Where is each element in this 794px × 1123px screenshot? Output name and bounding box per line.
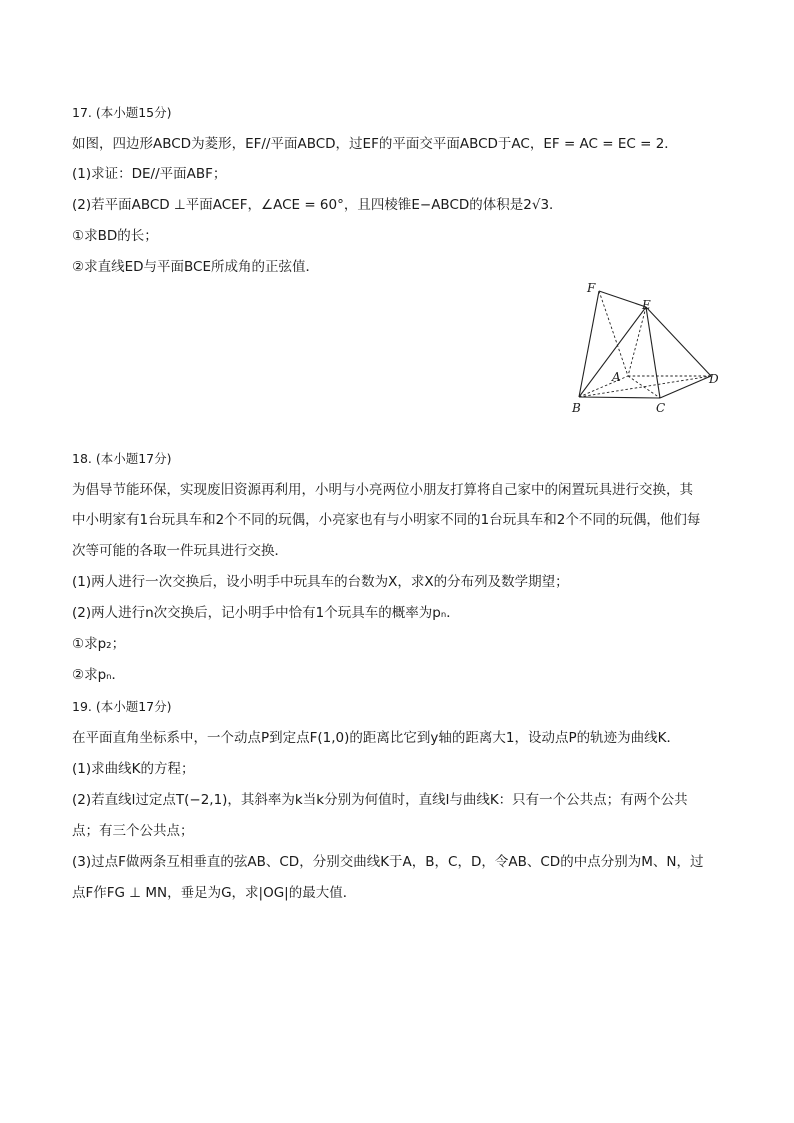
vertex-label-E: E xyxy=(642,298,651,312)
problem-18-header: 18. (本小题17分) xyxy=(72,451,172,466)
problem-19-part-1: (1)求曲线K的方程； xyxy=(72,761,195,777)
problem-17-part-2-sub-1: ①求BD的长； xyxy=(72,228,158,244)
problem-19-header: 19. (本小题17分) xyxy=(72,699,172,714)
problem-17-part-2-sub-2: ②求直线ED与平面BCE所成角的正弦值． xyxy=(72,259,320,275)
edge-BC xyxy=(579,397,660,398)
vertex-label-D: D xyxy=(709,372,719,386)
problem-19-part-3-cont: 点F作FG ⊥ MN，垂足为G，求|OG|的最大值． xyxy=(72,885,357,901)
problem-18-stem-2: 中小明家有1台玩具车和2个不同的玩偶，小亮家也有与小明家不同的1台玩具车和2个不同的玩偶，他们每 xyxy=(72,512,701,528)
edge-FE xyxy=(599,291,646,307)
edge-ED xyxy=(646,307,711,376)
vertex-label-A: A xyxy=(612,370,621,384)
problem-18-part-1: (1)两人进行一次交换后，设小明手中玩具车的台数为X，求X的分布列及数学期望； xyxy=(72,574,569,590)
problem-17-stem: 如图，四边形ABCD为菱形，EF//平面ABCD，过EF的平面交平面ABCD于AC，EF = AC = EC = 2． xyxy=(72,136,678,152)
problem-18-part-2-sub-2: ②求pₙ． xyxy=(72,667,126,683)
diag-BD-hidden xyxy=(579,376,711,397)
problem-18-part-2-sub-1: ①求p₂； xyxy=(72,636,126,652)
edge-FA-hidden xyxy=(599,291,628,376)
problem-17-part-2: (2)若平面ABCD ⊥平面ACEF，∠ACE = 60°，且四棱锥E−ABCD的体积是2√3． xyxy=(72,197,563,213)
edge-CD xyxy=(660,376,711,398)
problem-18-stem-3: 次等可能的各取一件玩具进行交换． xyxy=(72,543,288,559)
pyramid-figure xyxy=(566,278,726,418)
problem-19-part-2-cont: 点；有三个公共点； xyxy=(72,823,194,839)
problem-19-part-2: (2)若直线l过定点T(−2,1)，其斜率为k当k分别为何值时，直线l与曲线K：只有一个公共点；有两个公共 xyxy=(72,792,688,808)
problem-19-stem: 在平面直角坐标系中，一个动点P到定点F(1,0)的距离比它到y轴的距离大1，设动点P的轨迹为曲线K． xyxy=(72,730,680,746)
edge-AC-hidden xyxy=(628,376,660,398)
problem-17-header: 17. (本小题15分) xyxy=(72,105,172,120)
edge-FB xyxy=(579,291,599,397)
vertex-label-C: C xyxy=(656,401,666,415)
problem-19-part-3: (3)过点F做两条互相垂直的弦AB、CD，分别交曲线K于A，B，C，D，令AB、CD的中点分别为M、N，过 xyxy=(72,854,704,870)
edge-EA-hidden xyxy=(628,307,646,376)
vertex-label-B: B xyxy=(572,401,581,415)
problem-17-part-1: (1)求证：DE//平面ABF； xyxy=(72,166,227,182)
problem-18-part-2: (2)两人进行n次交换后，记小明手中恰有1个玩具车的概率为pₙ． xyxy=(72,605,460,621)
vertex-label-F: F xyxy=(587,281,596,295)
problem-18-stem-1: 为倡导节能环保，实现废旧资源再利用，小明与小亮两位小朋友打算将自己家中的闲置玩具进行交换，其 xyxy=(72,482,693,498)
